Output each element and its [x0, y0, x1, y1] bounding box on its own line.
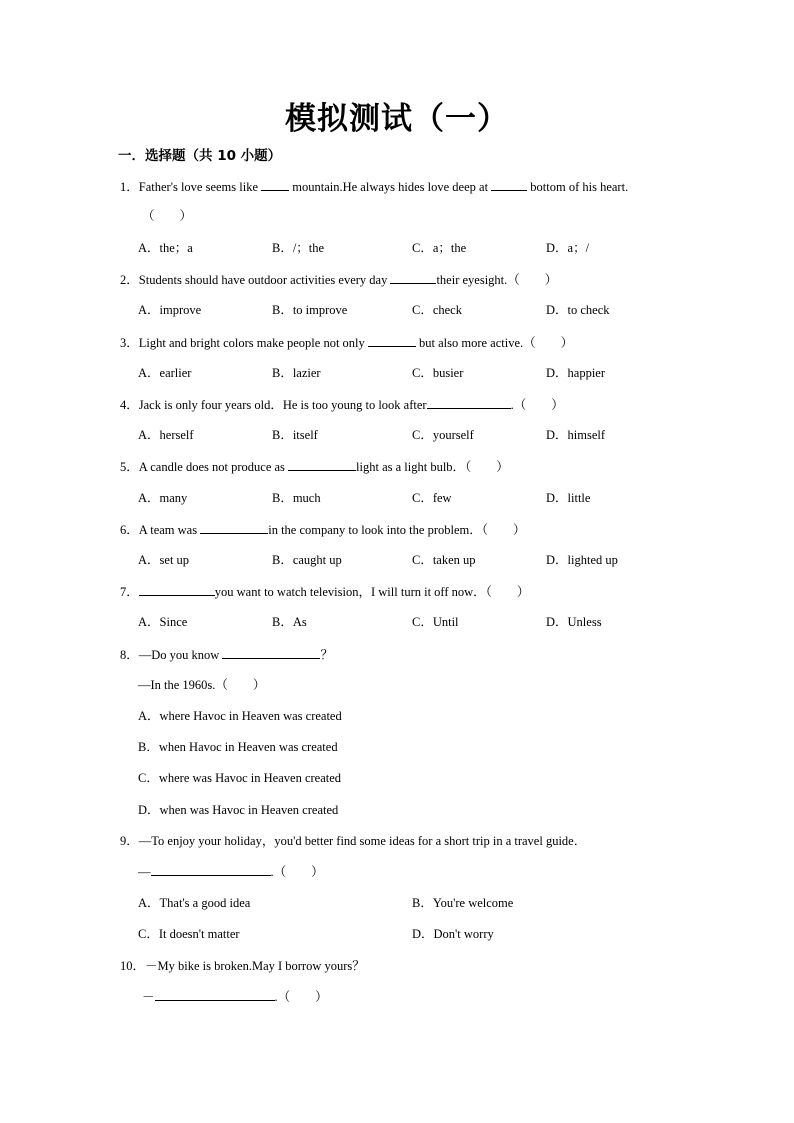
q9-option-b[interactable]: B．You're welcome [412, 896, 514, 910]
question-6: 6．A team was in the company to look into the problem．（ ） [120, 520, 525, 539]
question-4: 4．Jack is only four years old．He is too young to look after .（ ） [120, 395, 564, 414]
q8-option-a[interactable]: A．where Havoc in Heaven was created [138, 709, 342, 723]
q7-option-b[interactable]: B．As [272, 615, 307, 629]
q5-option-a[interactable]: A．many [138, 491, 188, 505]
question-10-reply: － .（ ） [142, 987, 328, 1006]
q8-option-c[interactable]: C．where was Havoc in Heaven created [138, 771, 342, 785]
q9-option-a[interactable]: A．That's a good idea [138, 896, 251, 910]
q6-option-c[interactable]: C．taken up [412, 553, 476, 567]
q1-option-d[interactable]: D．a；/ [546, 241, 590, 255]
q6-option-d[interactable]: D．lighted up [546, 553, 618, 567]
q9-option-d[interactable]: D．Don't worry [412, 927, 494, 941]
q9-option-c[interactable]: C．It doesn't matter [138, 927, 240, 941]
question-2: 2．Students should have outdoor activities every day their eyesight.（ ） [120, 270, 557, 289]
question-9-reply: — .（ ） [138, 862, 324, 881]
q5-option-c[interactable]: C．few [412, 491, 452, 505]
page-title: 模拟测试（一） [285, 101, 509, 137]
q5-option-b[interactable]: B．much [272, 491, 321, 505]
q8-option-d[interactable]: D．when was Havoc in Heaven created [138, 803, 339, 817]
q7-option-d[interactable]: D．Unless [546, 615, 602, 629]
question-3: 3．Light and bright colors make people not only but also more active.（ ） [120, 333, 573, 352]
question-1-paren: （ ） [142, 209, 193, 223]
question-8-reply: —In the 1960s.（ ） [138, 678, 266, 692]
q6-option-a[interactable]: A．set up [138, 553, 190, 567]
q4-option-b[interactable]: B．itself [272, 428, 318, 442]
q3-option-a[interactable]: A．earlier [138, 366, 192, 380]
q3-option-b[interactable]: B．lazier [272, 366, 321, 380]
question-9: 9．—To enjoy your holiday，you'd better find some ideas for a short trip in a travel guide． [120, 834, 587, 848]
q3-option-d[interactable]: D．happier [546, 366, 606, 380]
question-5: 5．A candle does not produce as light as a light bulb．（ ） [120, 457, 509, 476]
section-heading: 一．选择题（共 10 小题） [118, 148, 282, 164]
q7-option-a[interactable]: A．Since [138, 615, 188, 629]
q2-option-d[interactable]: D．to check [546, 303, 610, 317]
q1-option-c[interactable]: C．a；the [412, 241, 467, 255]
question-8: 8．—Do you know ？ [120, 645, 333, 664]
q2-option-a[interactable]: A．improve [138, 303, 202, 317]
question-1: 1．Father's love seems like mountain.He always hides love deep at bottom of his heart. [120, 177, 628, 196]
q2-option-b[interactable]: B．to improve [272, 303, 348, 317]
question-10: 10．－My bike is broken.May I borrow yours？ [120, 959, 365, 973]
q8-option-b[interactable]: B．when Havoc in Heaven was created [138, 740, 338, 754]
q4-option-d[interactable]: D．himself [546, 428, 606, 442]
q4-option-a[interactable]: A．herself [138, 428, 194, 442]
q3-option-c[interactable]: C．busier [412, 366, 464, 380]
q7-option-c[interactable]: C．Until [412, 615, 459, 629]
q1-option-b[interactable]: B．/；the [272, 241, 325, 255]
question-7: 7． you want to watch television，I will turn it off now．（ ） [120, 582, 529, 601]
q2-option-c[interactable]: C．check [412, 303, 462, 317]
q5-option-d[interactable]: D．little [546, 491, 591, 505]
q6-option-b[interactable]: B．caught up [272, 553, 342, 567]
q1-option-a[interactable]: A．the；a [138, 241, 193, 255]
q4-option-c[interactable]: C．yourself [412, 428, 474, 442]
